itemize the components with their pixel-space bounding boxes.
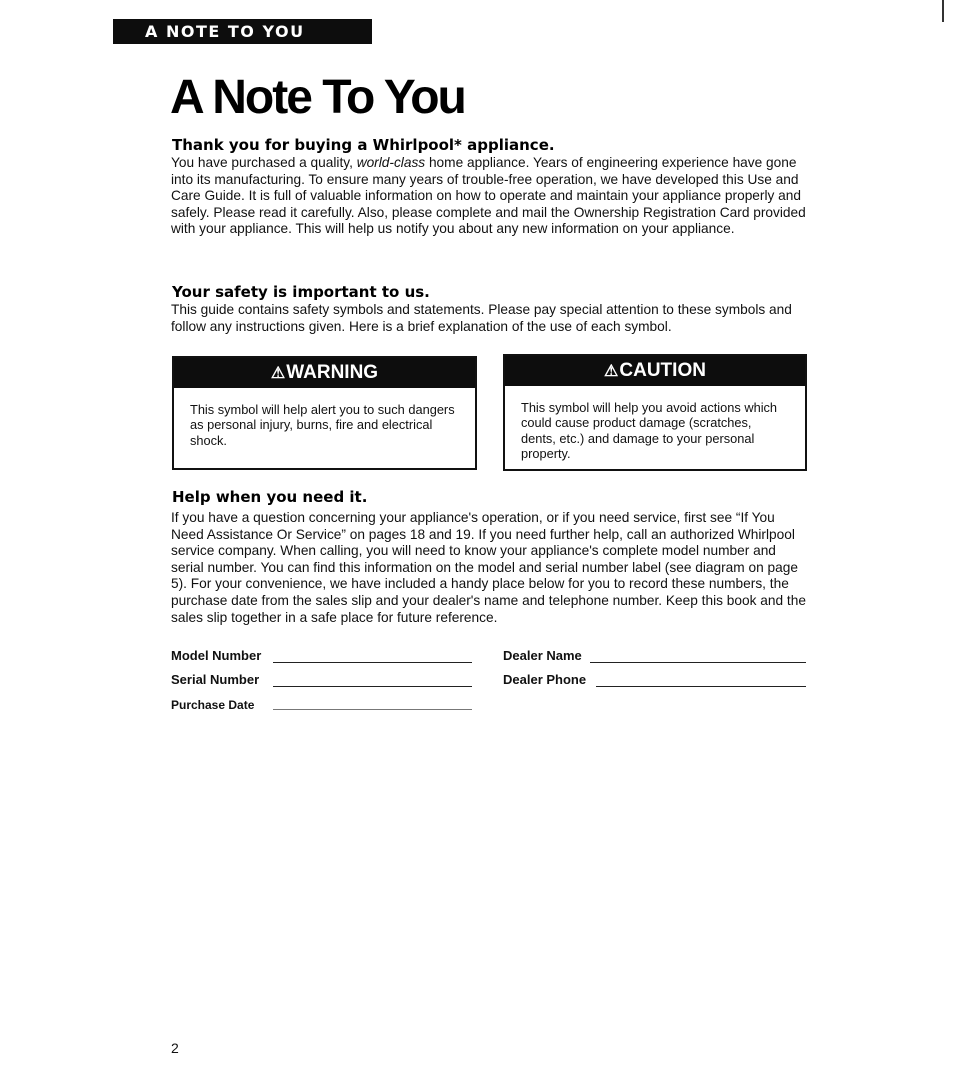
thank-you-heading: Thank you for buying a Whirlpool* appliance. [172,136,555,154]
caution-header-label: CAUTION [619,360,706,381]
warning-header-label: WARNING [286,362,379,383]
purchase-date-field[interactable] [273,709,472,710]
warning-text: This symbol will help alert you to such dangers as personal injury, burns, fire and electrical shock. [190,402,455,448]
serial-number-field[interactable] [273,686,472,687]
caution-header [505,356,805,386]
thank-you-paragraph [171,155,811,238]
page-number: 2 [171,1040,179,1056]
warning-header [174,358,475,388]
corner-mark [942,0,944,22]
dealer-phone-label: Dealer Phone [503,672,587,687]
help-paragraph: If you have a question concerning your appliance's operation, or if you need service, first see “If You Need Assistance Or Service” on pages 18 and 19. If you need further help, call an authorized Whirlpool service company. When calling, you will need to know your appliance's complete model number and serial number. You can find this information on the model and serial number label (see diagram on page 5). For your convenience, we have included a handy place below for you to record these numbers, the purchase date from the sales slip and your dealer's name and telephone number. Keep this book and the sales slip together in a safe place for future reference. [171,510,806,625]
page-title: A Note To You [170,71,465,124]
dealer-name-field[interactable] [590,662,806,663]
warning-triangle-icon: ⚠ [270,365,286,382]
dealer-phone-field[interactable] [596,686,806,687]
dealer-name-label: Dealer Name [503,648,582,663]
caution-box [503,354,807,471]
safety-paragraph: This guide contains safety symbols and statements. Please pay special attention to these symbols and follow any instructions given. Here is a brief explanation of the use of each symbol. [171,302,792,334]
caution-text: This symbol will help you avoid actions which could cause product damage (scratches, dents, etc.) and damage to your personal property. [521,400,778,461]
purchase-date-label: Purchase Date [171,698,255,712]
model-number-label: Model Number [171,648,262,663]
caution-triangle-icon: ⚠ [604,363,619,380]
warning-box [172,356,477,470]
model-number-field[interactable] [273,662,472,663]
section-tab: A NOTE TO YOU [113,19,372,44]
safety-heading: Your safety is important to us. [172,283,430,301]
thank-you-text-emphasis: world-class [356,155,426,170]
thank-you-text-end: home appliance. Years of engineering experience have gone into its manufacturing. To ensure many years of trouble-free operation, we have developed this Use and Care Guide. It is full of valuable information on how to operate and maintain your appliance properly and safely. Please read it carefully. Also, please complete and mail the Ownership Registration Card provided with your appliance. This will help us notify you about any new information on your appliance. [171,155,806,237]
help-heading: Help when you need it. [172,488,368,506]
serial-number-label: Serial Number [171,672,260,687]
thank-you-text-start: You have purchased a quality, [171,155,357,170]
